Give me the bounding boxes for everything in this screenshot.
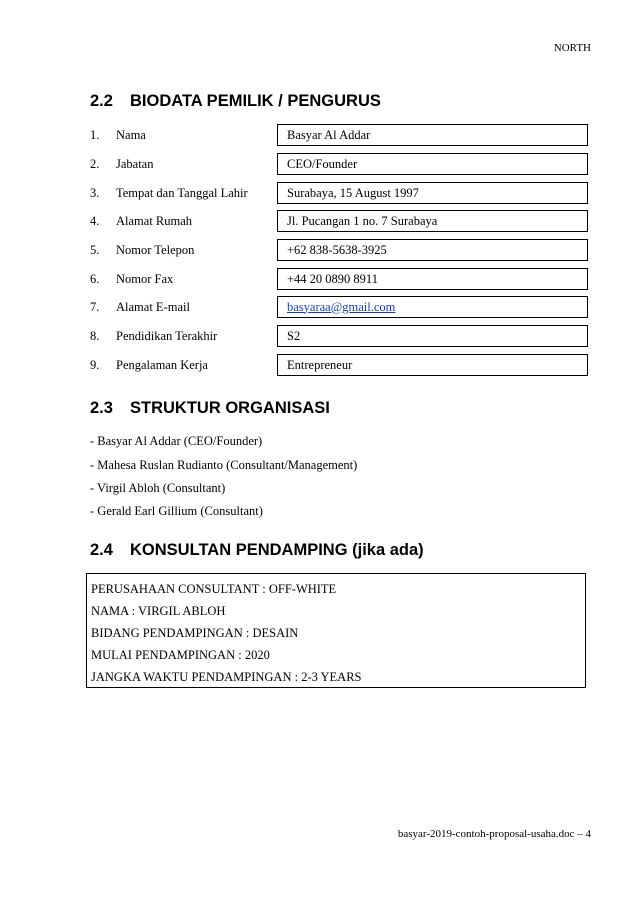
section-title: BIODATA PEMILIK / PENGURUS (130, 92, 381, 110)
row-value: +44 20 0890 8911 (277, 268, 588, 290)
org-member: - Virgil Abloh (Consultant) (90, 481, 226, 495)
row-value: Surabaya, 15 August 1997 (277, 182, 588, 204)
row-label: Tempat dan Tanggal Lahir (116, 185, 248, 200)
biodata-row-fax (90, 268, 587, 290)
row-value: Entrepreneur (277, 354, 588, 376)
biodata-row-nama (90, 124, 587, 146)
biodata-row-jabatan (90, 153, 587, 175)
biodata-row-ttl (90, 182, 587, 204)
row-index: 8. (90, 328, 100, 343)
section-heading-konsultan (90, 541, 424, 560)
row-value: Basyar Al Addar (277, 124, 588, 146)
biodata-row-pendidikan (90, 325, 587, 347)
row-value: +62 838-5638-3925 (277, 239, 588, 261)
row-index: 3. (90, 185, 100, 200)
row-index: 5. (90, 242, 100, 257)
section-number: 2.3 (90, 399, 113, 417)
row-label: Nomor Fax (116, 271, 174, 286)
section-title: STRUKTUR ORGANISASI (130, 399, 330, 417)
page-footer: basyar-2019-contoh-proposal-usaha.doc – 4 (397, 828, 591, 840)
row-index: 7. (90, 299, 100, 314)
org-member: - Gerald Earl Gillium (Consultant) (90, 504, 263, 518)
biodata-row-pengalaman (90, 354, 587, 376)
section-title: KONSULTAN PENDAMPING (jika ada) (130, 541, 424, 559)
consultant-line: NAMA : VIRGIL ABLOH (91, 604, 226, 618)
row-label: Jabatan (116, 156, 154, 171)
biodata-row-alamat (90, 210, 587, 232)
row-value: S2 (277, 325, 588, 347)
consultant-line: PERUSAHAAN CONSULTANT : OFF-WHITE (91, 582, 337, 596)
org-member: - Basyar Al Addar (CEO/Founder) (90, 434, 263, 448)
biodata-row-email (90, 296, 587, 318)
row-label: Alamat Rumah (116, 213, 193, 228)
consultant-line: MULAI PENDAMPINGAN : 2020 (91, 648, 270, 662)
row-label: Alamat E-mail (116, 299, 190, 314)
row-label: Nomor Telepon (116, 242, 195, 257)
row-value (277, 296, 588, 318)
row-index: 1. (90, 127, 100, 142)
row-index: 6. (90, 271, 100, 286)
section-number: 2.4 (90, 541, 113, 559)
consultant-line: JANGKA WAKTU PENDAMPINGAN : 2-3 YEARS (91, 670, 362, 684)
row-label: Nama (116, 127, 146, 142)
consultant-box (86, 573, 586, 688)
row-value: Jl. Pucangan 1 no. 7 Surabaya (277, 210, 588, 232)
row-index: 9. (90, 357, 100, 372)
email-link[interactable]: basyaraa@gmail.com (287, 299, 396, 314)
row-index: 2. (90, 156, 100, 171)
page-header: NORTH (553, 42, 591, 54)
consultant-line: BIDANG PENDAMPINGAN : DESAIN (91, 626, 299, 640)
row-value: CEO/Founder (277, 153, 588, 175)
section-number: 2.2 (90, 92, 113, 110)
row-label: Pendidikan Terakhir (116, 328, 218, 343)
row-label: Pengalaman Kerja (116, 357, 208, 372)
org-member: - Mahesa Ruslan Rudianto (Consultant/Management) (90, 458, 358, 472)
section-heading-struktur (90, 399, 330, 418)
row-index: 4. (90, 213, 100, 228)
section-heading-biodata (90, 92, 381, 111)
biodata-row-telepon (90, 239, 587, 261)
